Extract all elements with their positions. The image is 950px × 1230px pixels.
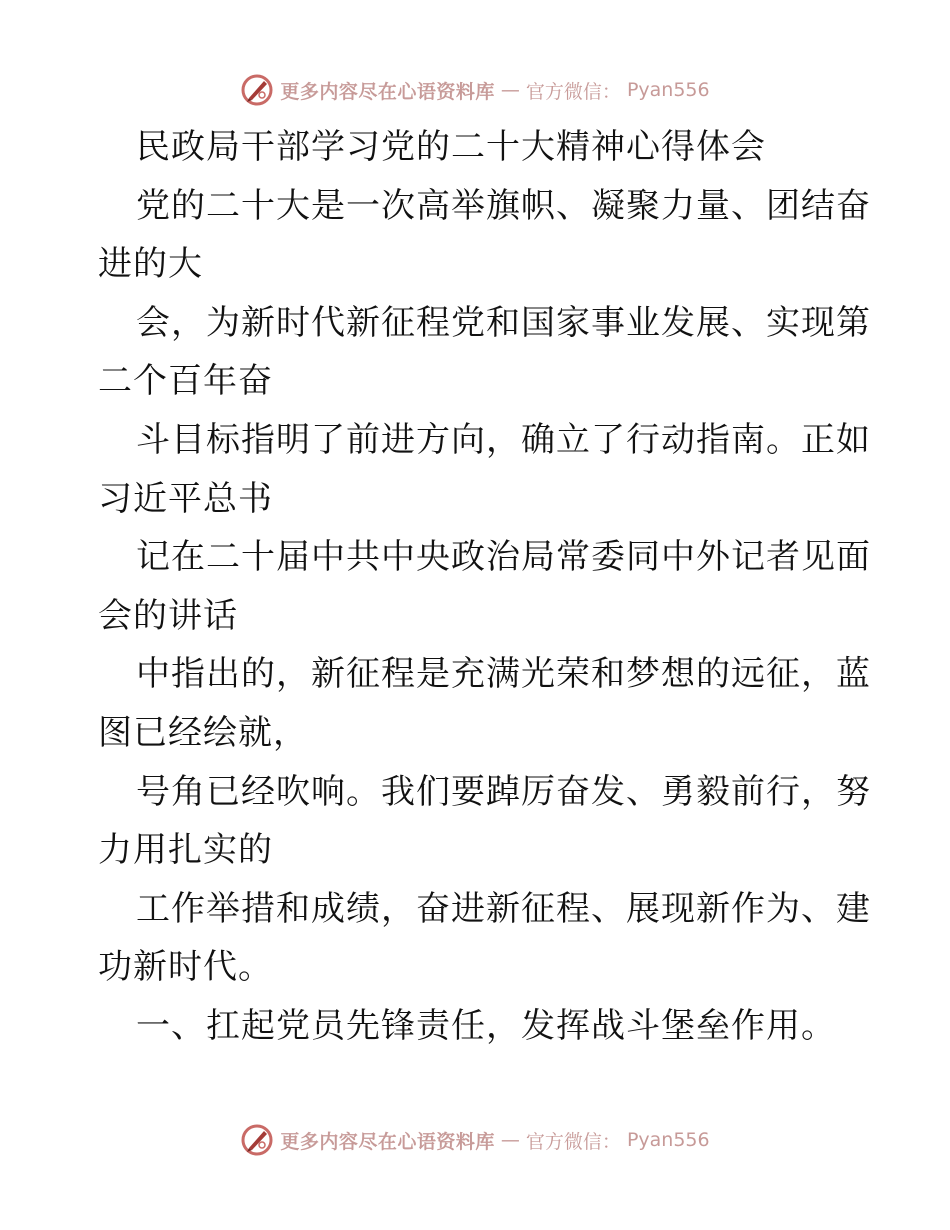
section-heading: 一、扛起党员先锋责任，发挥战斗堡垒作用。: [136, 1005, 836, 1046]
watermark-dash: —: [500, 1129, 520, 1151]
text-line: 图已经绘就，: [98, 712, 308, 753]
document-body: [98, 118, 871, 1056]
header-watermark: [0, 70, 950, 110]
watermark-dash: —: [500, 79, 520, 101]
watermark-text: 更多内容尽在心语资料库: [280, 80, 495, 103]
text-line: 斗目标指明了前进方向，确立了行动指南。正如: [136, 419, 871, 460]
watermark-wechat-id: Pyan556: [626, 1129, 710, 1151]
watermark-wechat-label: 官方微信：: [525, 80, 621, 103]
text-line: 号角已经吹响。我们要踔厉奋发、勇毅前行，努: [136, 771, 871, 812]
watermark-wechat-label: 官方微信：: [525, 1130, 621, 1153]
quill-pen-icon: [240, 1123, 274, 1157]
text-line: 党的二十大是一次高举旗帜、凝聚力量、团结奋: [136, 185, 871, 226]
text-line: 功新时代。: [98, 947, 273, 988]
text-line: 记在二十届中共中央政治局常委同中外记者见面: [136, 537, 871, 578]
text-line: 力用扎实的: [98, 830, 273, 871]
text-line: 会，为新时代新征程党和国家事业发展、实现第: [136, 302, 871, 343]
text-line: 进的大: [98, 244, 203, 285]
watermark-wechat-id: Pyan556: [626, 79, 710, 101]
text-line: 会的讲话: [98, 595, 238, 636]
watermark-text: 更多内容尽在心语资料库: [280, 1130, 495, 1153]
quill-pen-icon: [240, 73, 274, 107]
text-line: 工作举措和成绩，奋进新征程、展现新作为、建: [136, 888, 871, 929]
text-line: 二个百年奋: [98, 361, 273, 402]
footer-watermark: [0, 1120, 950, 1160]
text-line: 习近平总书: [98, 478, 273, 519]
text-line: 中指出的，新征程是充满光荣和梦想的远征，蓝: [136, 654, 871, 695]
document-title: 民政局干部学习党的二十大精神心得体会: [136, 127, 766, 167]
